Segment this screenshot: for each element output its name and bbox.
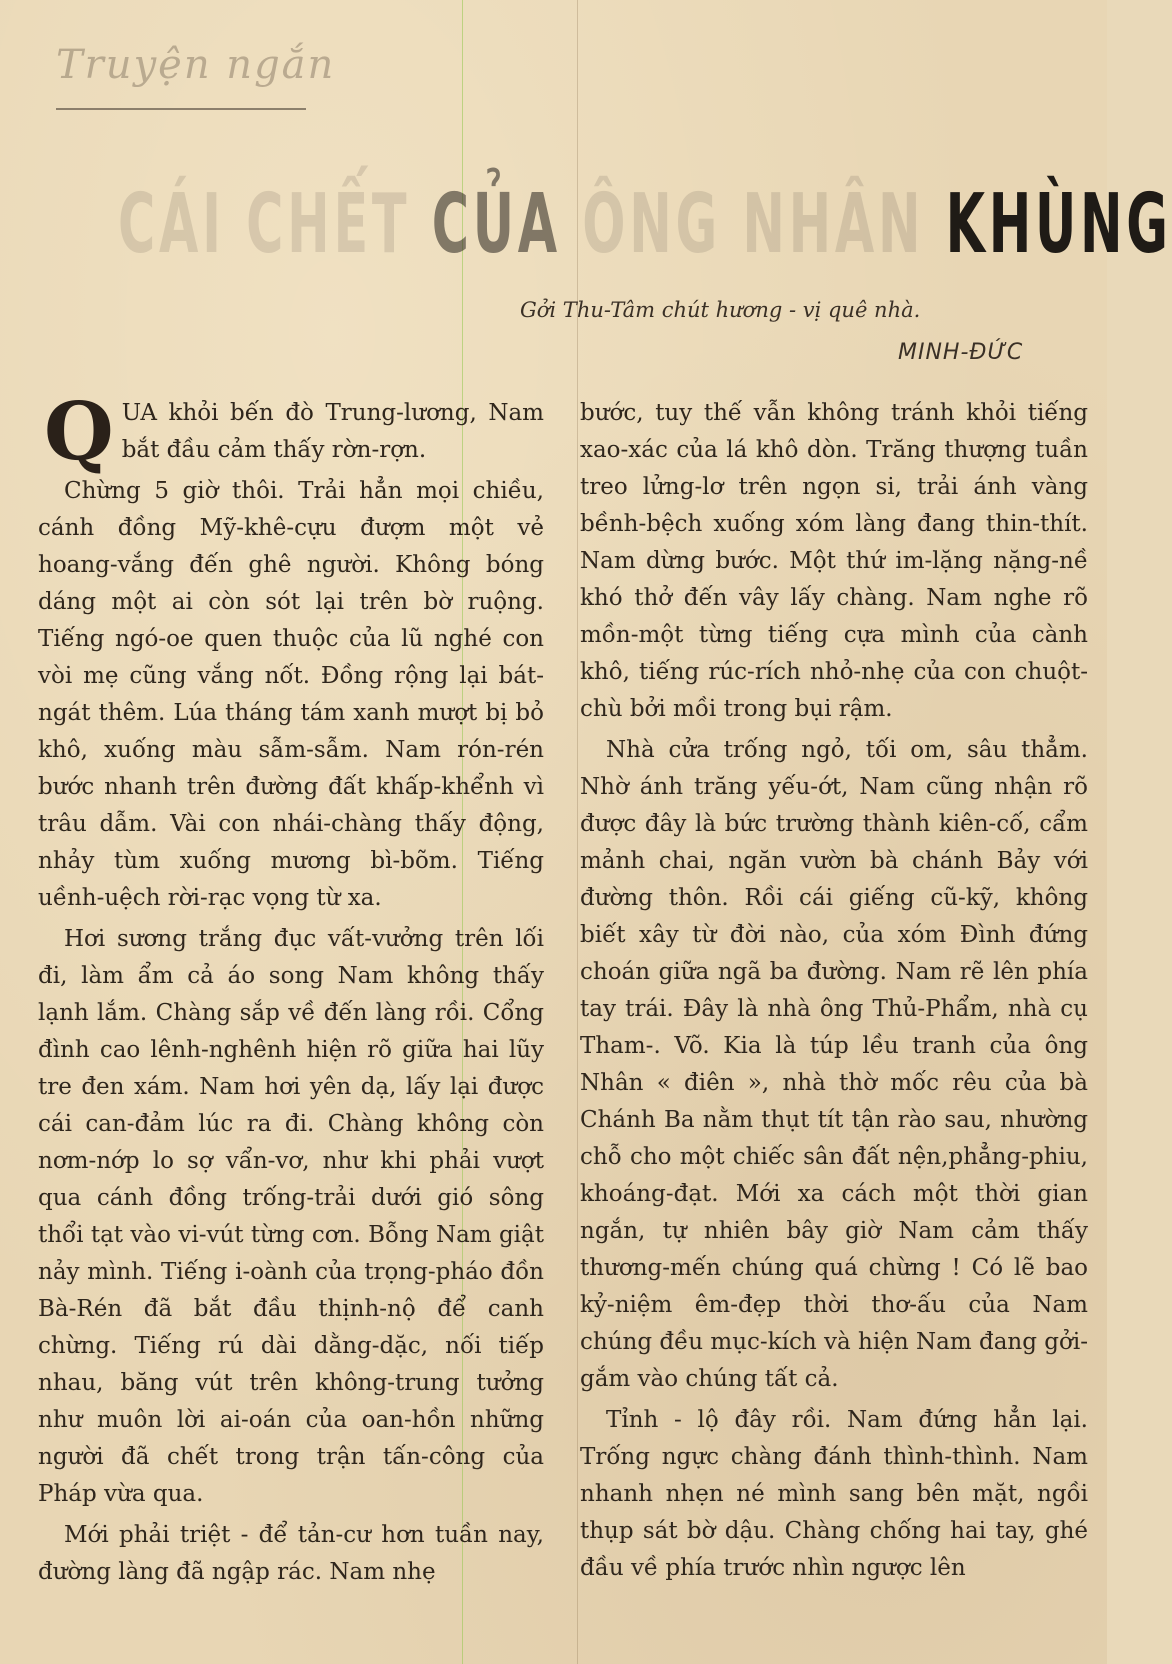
section-label: Truyện ngắn [56, 42, 306, 110]
story-title [118, 170, 1172, 280]
title-word: CỦA [431, 177, 583, 272]
paragraph: Hơi sương trắng đục vất-vưởng trên lối đi, làm ẩm cả áo song Nam không thấy lạnh lắm. Chàng sắp về đến làng rồi. Cổng đình cao lênh-nghênh hiện rõ giữa hai lũy tre đen xám. Nam hơi yên dạ, lấy lại được cái can-đảm lúc ra đi. Chàng không còn nơm-nớp lo sợ vẩn-vơ, như khi phải vượt qua cánh đồng trống-trải dưới gió sông thổi tạt vào vi-vút từng cơn. Bỗng Nam giật nảy mình. Tiếng i-oành của trọng-pháo đồn Bà-Rén đã bắt đầu thịnh-nộ để canh chừng. Tiếng rú dài dằng-dặc, nối tiếp nhau, băng vút trên không-trung tưởng như muôn lời ai-oán của oan-hồn những người đã chết trong trận tấn-công của Pháp vừa qua. [38, 926, 544, 1507]
dedication: Gởi Thu-Tâm chút hương - vị quê nhà. [520, 298, 921, 322]
title-word: KHÙNG [945, 177, 1172, 272]
title-word: NHÂN [742, 177, 946, 272]
paragraph: Nhà cửa trống ngỏ, tối om, sâu thẳm. Nhờ ánh trăng yếu-ớt, Nam cũng nhận rõ được đây là bức trường thành kiên-cố, cẩm mảnh chai, ngăn vườn bà chánh Bảy với đường thôn. Rồi cái giếng cũ-kỹ, không biết xây từ đời nào, của xóm Đình đứng choán giữa ngã ba đường. Nam rẽ lên phía tay trái. Đây là nhà ông Thủ-Phẩm, nhà cụ Tham-. Võ. Kia là túp lều tranh của ông Nhân « điên », nhà thờ mốc rêu của bà Chánh Ba nằm thụt tít tận rào sau, nhường chỗ cho một chiếc sân đất nện,phẳng-phiu, khoáng-đạt. Mới xa cách một thời gian ngắn, tự nhiên bây giờ Nam cảm thấy thương-mến chúng quá chừng ! Có lẽ bao kỷ-niệm êm-đẹp thời thơ-ấu của Nam chúng đều mục-kích và hiện Nam đang gởi-gắm vào chúng tất cả. [580, 737, 1088, 1392]
paragraph: Tỉnh - lộ đây rồi. Nam đứng hẳn lại. Trống ngực chàng đánh thình-thình. Nam nhanh nhẹn né mình sang bên mặt, ngồi thụp sát bờ dậu. Chàng chống hai tay, ghé đầu về phía trước nhìn ngược lên [580, 1407, 1088, 1581]
author-name: MINH-ĐỨC [898, 340, 1024, 365]
paragraph [38, 384, 544, 478]
title-word: CÁI CHẾT [118, 177, 432, 272]
text-column-right [580, 395, 1088, 1664]
paragraph: Mới phải triệt - để tản-cư hơn tuần nay, đường làng đã ngập rác. Nam nhẹ [38, 1522, 544, 1585]
text-column-left [38, 384, 544, 1664]
paragraph: bước, tuy thế vẫn không tránh khỏi tiếng xao-xác của lá khô dòn. Trăng thượng tuần treo lửng-lơ trên ngọn si, trải ánh vàng bềnh-bệch xuống xóm làng đang thin-thít. Nam dừng bước. Một thứ im-lặng nặng-nề khó thở đến vây lấy chàng. Nam nghe rõ mồn-một từng tiếng cựa mình của cành khô, tiếng rúc-rích nhỏ-nhẹ của con chuột-chù bởi mồi trong bụi rậm. [580, 400, 1088, 722]
title-word: ÔNG [582, 177, 743, 272]
paragraph-text: UA khỏi bến đò Trung-lương, Nam bắt đầu cảm thấy rờn-rợn. [121, 400, 544, 463]
drop-cap: Q [44, 384, 114, 478]
paragraph: Chừng 5 giờ thôi. Trải hẳn mọi chiều, cánh đồng Mỹ-khê-cựu đượm một vẻ hoang-vắng đến ghê người. Không bóng dáng một ai còn sót lại trên bờ ruộng. Tiếng ngó-oe quen thuộc của lũ nghé con vòi mẹ cũng vắng nốt. Đồng rộng lại bát-ngát thêm. Lúa tháng tám xanh mượt bị bỏ khô, xuống màu sẫm-sẫm. Nam rón-rén bước nhanh trên đường đất khấp-khểnh vì trâu dẫm. Vài con nhái-chàng thấy động, nhảy tùm xuống mương bì-bõm. Tiếng uềnh-uệch rời-rạc vọng từ xa. [38, 478, 544, 911]
